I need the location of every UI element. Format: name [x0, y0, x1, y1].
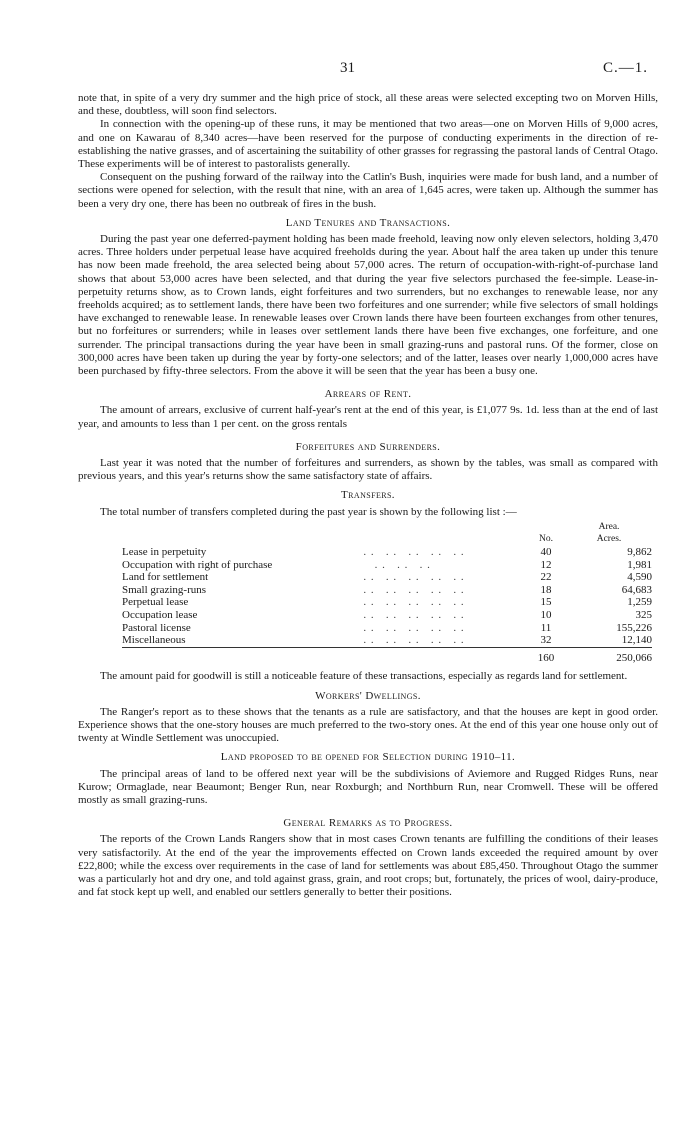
row-number: 15: [540, 596, 552, 609]
transfers-table-header: [122, 521, 652, 546]
row-label: Occupation with right of purchase: [122, 558, 273, 571]
row-acres: 9,862: [627, 546, 652, 559]
row-acres: 12,140: [621, 634, 652, 647]
row-acres: 155,226: [616, 621, 652, 634]
heading-general-remarks: General Remarks as to Progress.: [283, 817, 453, 830]
leader-dots: . . . . . . . . . .: [363, 596, 465, 609]
leader-dots: . . . . . . . . . .: [363, 621, 465, 634]
col-header-area: [566, 521, 652, 546]
paragraph-forfeitures: Last year it was noted that the number of forfeitures and surrenders, as shown by the tables, was small as compared with previous years, and this year's returns show the same satisfactory state of affairs.: [78, 457, 658, 483]
leader-dots: . . . . . . . . . .: [363, 546, 465, 559]
paragraph-experiments: In connection with the opening-up of these runs, it may be mentioned that two areas—one on Morven Hills of 9,000 acres, and one on Kawarau of 8,340 acres—have been reserved for the purpose of conducting experiments in the direction of re-establishing the native grasses, and of ascertaining the suitability of other grasses for regrassing the pastoral lands of Central Otago. These experiments will be of interest to pastoralists generally.: [78, 118, 658, 171]
col-header-acres-label: Acres.: [596, 534, 622, 545]
heading-transfers: Transfers.: [341, 489, 395, 502]
row-number: 10: [540, 609, 552, 622]
heading-land-proposed: Land proposed to be opened for Selection during 1910–11.: [220, 751, 516, 764]
total-number: 160: [526, 647, 566, 664]
table-row: [122, 559, 652, 572]
table-row: [122, 571, 652, 584]
paragraph-continued: note that, in spite of a very dry summer and the high price of stock, all these areas were selected excepting two on Morven Hills, and these, doubtless, will soon find selectors.: [78, 92, 658, 118]
table-row: [122, 584, 652, 597]
heading-workers-dwellings: Workers' Dwellings.: [315, 689, 421, 702]
transfers-table: [122, 521, 652, 665]
row-acres: 1,259: [627, 596, 652, 609]
leader-dots: . . . . . . . . . .: [363, 571, 465, 584]
row-number: 18: [540, 583, 552, 596]
row-number: 11: [540, 621, 552, 634]
paragraph-bush-land: Consequent on the pushing forward of the railway into the Catlin's Bush, inquiries were made for bush land, and a number of sections were opened for selection, with the result that nine, with an area of 1,645 acres, were taken up. Although the summer has been a very dry one, there has been no outbreak of fires in the bush.: [78, 171, 658, 210]
row-number: 22: [540, 571, 552, 584]
heading-arrears: Arrears of Rent.: [324, 388, 412, 401]
heading-forfeitures: Forfeitures and Surrenders.: [295, 440, 441, 453]
row-label: Miscellaneous: [122, 634, 186, 647]
paragraph-land-proposed: The principal areas of land to be offered next year will be the subdivisions of Aviemore and Rugged Ridges Runs, near Kurow; Ormaglade, near Beaumont; Benger Run, near Roxburgh; and Northburn Run, near Cromwell. These will be offered mostly as small grazing-runs.: [78, 767, 658, 807]
leader-dots: . . . . . . . . . .: [363, 609, 465, 622]
row-label: Occupation lease: [122, 609, 198, 622]
row-acres: 64,683: [621, 583, 652, 596]
col-header-no: No.: [539, 534, 553, 545]
table-row: [122, 622, 652, 635]
page-header: [0, 60, 700, 80]
page-number: 31: [340, 60, 355, 76]
row-acres: 325: [635, 609, 652, 622]
row-label: Pastoral license: [122, 621, 191, 634]
page-body: [78, 92, 658, 899]
leader-dots: . . . . . . . . . .: [363, 634, 465, 647]
table-row: [122, 609, 652, 622]
paragraph-land-tenures: During the past year one deferred-payment holding has been made freehold, leaving now only eleven selectors, holding 3,470 acres. Three holders under perpetual lease have acquired freeholds during the year. About half the area taken up under this tenure has now been made freehold, the area selected being about 57,000 acres. The return of occupation-with-right-of-purchase land shows that about 53,000 acres have been selected, and that during the year five selectors purchased the fee-simple. Lease-in-perpetuity returns show, as to Crown lands, eight forfeitures and two surrenders, but no exchanges to renewable lease, nor any freeholds acquired; as to settlement lands, there have been two forfeitures and one surrender; while five selectors of small holdings have exchanged to renewable lease. In renewable leases over Crown lands there have been fourteen exchanges from other tenures, but no forfeitures or surrenders; while in leases over settlement lands there have been five exchanges, one forfeiture, and one surrender. The principal transactions during the year have been in small grazing-runs and pastoral runs. Of the former, close on 300,000 acres have been taken up during the year by forty-one selectors; and of the latter, leases over nearly 1,000,000 acres have been purchased by fifty-three selectors. From the above it will be seen that the year has been a busy one.: [78, 233, 658, 378]
row-label: Small grazing-runs: [122, 583, 207, 596]
row-number: 12: [540, 558, 552, 571]
row-label: Perpetual lease: [122, 596, 189, 609]
leader-dots: . . . . . . . . . .: [363, 583, 465, 596]
table-total-row: [122, 647, 652, 664]
document-code: C.—1.: [602, 60, 648, 76]
heading-land-tenures: Land Tenures and Transactions.: [285, 216, 451, 229]
paragraph-transfers-intro: The total number of transfers completed during the past year is shown by the following list :—: [100, 505, 517, 518]
row-acres: 1,981: [627, 558, 652, 571]
table-row: [122, 546, 652, 559]
row-number: 40: [540, 546, 552, 559]
paragraph-workers-dwellings: The Ranger's report as to these shows that the tenants as a rule are satisfactory, and that the houses are kept in good order. Experience shows that the one-story houses are much preferred to the two-story ones. At the end of this year one house only out of twenty at Windle Settlement was unoccupied.: [78, 705, 658, 745]
row-number: 32: [540, 634, 552, 647]
row-label: Land for settlement: [122, 571, 209, 584]
table-row: [122, 634, 652, 647]
total-acres: 250,066: [566, 647, 652, 664]
paragraph-arrears: The amount of arrears, exclusive of current half-year's rent at the end of this year, is £1,077 9s. 1d. less than at the end of last year, and amounts to less than 1 per cent. on the gross rentals: [78, 404, 658, 430]
col-header-area-label: Area.: [598, 521, 620, 532]
paragraph-goodwill: The amount paid for goodwill is still a noticeable feature of these transactions, especially as regards land for settlement.: [100, 670, 628, 683]
table-row: [122, 596, 652, 609]
leader-dots: . . . . . .: [363, 558, 431, 571]
row-label: Lease in perpetuity: [122, 546, 207, 559]
row-acres: 4,590: [627, 571, 652, 584]
paragraph-general-remarks: The reports of the Crown Lands Rangers show that in most cases Crown tenants are fulfilling the conditions of their leases very satisfactorily. At the end of the year the improvements effected on Crown lands exceeded the required amount by over £22,800; while the excess over requirements in the case of land for settlements was about £85,450. Throughout Otago the summer was a particularly hot and dry one, and told against grass, grain, and root crops; but, fortunately, the prices of wool, dairy-produce, and fat stock kept up well, and enabled our settlers generally to better their positions.: [78, 833, 658, 899]
